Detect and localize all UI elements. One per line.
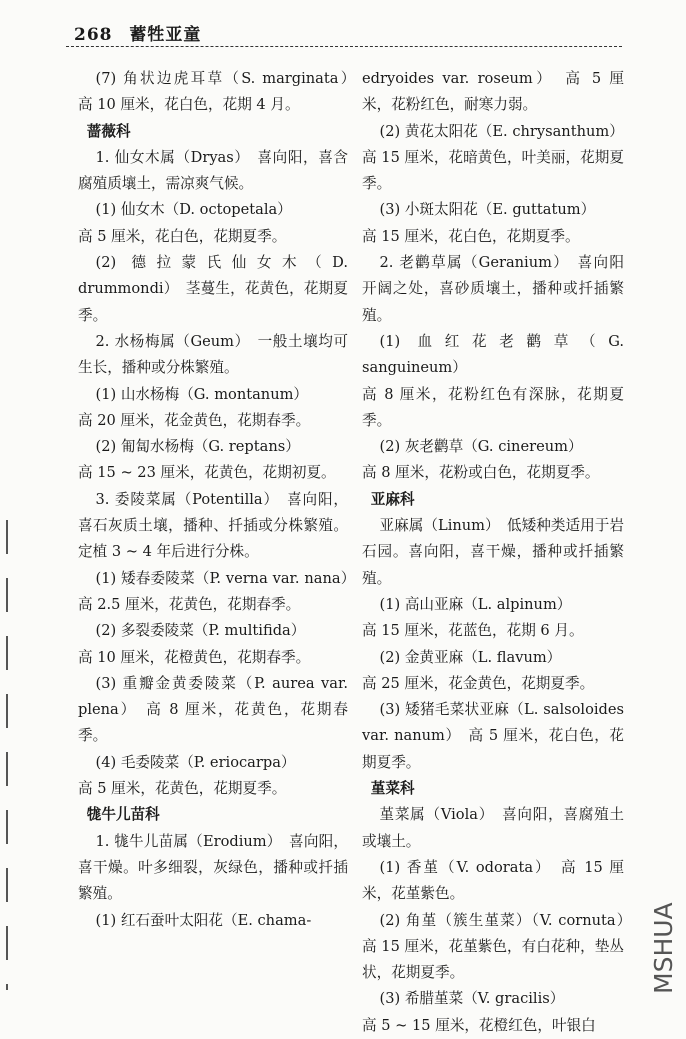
paragraph: (2) 德拉蒙氏仙女木（D. drummondi） 茎蔓生，花黄色，花期夏季。 [78, 254, 348, 324]
paragraph: (3) 矮猪毛菜状亚麻（L. salsoloides var. nanum） 高 5 厘米，花白色，花期夏季。 [362, 701, 624, 771]
paragraph: (2) 多裂委陵菜（P. multifida） [95, 622, 306, 640]
paragraph: 堇菜属（Viola） 喜向阳，喜腐殖土或壤土。 [362, 806, 624, 850]
watermark-text: MSHUA [649, 902, 678, 994]
paragraph: 高 15 ~ 23 厘米，花黄色，花期初夏。 [78, 464, 336, 482]
paragraph: 高 5 厘米，花黄色，花期夏季。 [78, 780, 287, 798]
paragraph: 2. 水杨梅属（Geum） 一般土壤均可生长，播种或分株繁殖。 [78, 332, 348, 377]
paragraph: (3) 希腊堇菜（V. gracilis） [379, 990, 565, 1008]
paragraph: (1) 高山亚麻（L. alpinum） [379, 595, 572, 613]
paragraph: (1) 红石蚕叶太阳花（E. chama- [95, 911, 312, 929]
section-heading: 蔷薇科 [86, 122, 131, 140]
paragraph: (1) 山水杨梅（G. montanum） [95, 385, 309, 403]
paragraph: 高 15 厘米，花暗黄色，叶美丽，花期夏季。 [362, 148, 624, 193]
section-heading: 亚麻科 [370, 490, 415, 508]
paragraph: 亚麻属（Linum） 低矮种类适用于岩石园。喜向阳，喜干燥，播种或扦插繁殖。 [362, 517, 624, 587]
paragraph: (1) 矮春委陵菜（P. verna var. nana） 高 2.5 厘米，花黄色，花期春季。 [78, 569, 363, 613]
paragraph: (7) 角状边虎耳草（S. marginata） 高 10 厘米，花白色，花期 4 月。 [78, 70, 363, 114]
paragraph: 高 15 厘米，花白色，花期夏季。 [362, 227, 580, 245]
section-heading: 堇菜科 [370, 780, 415, 798]
paragraph: (1) 仙女木（D. octopetala） [95, 201, 292, 219]
paragraph: 高 20 厘米，花金黄色，花期春季。 [78, 411, 311, 429]
left-column [78, 66, 363, 934]
paragraph: (2) 匍匐水杨梅（G. reptans） [95, 438, 300, 456]
paragraph: 高 5 ~ 15 厘米，花橙红色，叶银白 [362, 1016, 596, 1034]
page-number: 268 [74, 25, 113, 45]
paragraph: 2. 老鹳草属（Geranium） 喜向阳开阔之处，喜砂质壤土，播种或扦插繁殖。 [362, 254, 624, 324]
paragraph: (2) 灰老鹳草（G. cinereum） [379, 438, 583, 456]
paragraph: 1. 仙女木属（Dryas） 喜向阳，喜含腐殖质壤土，需凉爽气候。 [78, 148, 348, 193]
right-column [362, 66, 639, 1039]
section-heading: 牻牛儿苗科 [86, 806, 160, 824]
binding-margin-marks [6, 520, 8, 990]
running-title: 蓄牲亚童 [129, 25, 202, 45]
paragraph: (2) 黄花太阳花（E. chrysanthum） [379, 122, 624, 140]
paragraph: 高 5 厘米，花白色，花期夏季。 [78, 227, 287, 245]
paragraph: 3. 委陵菜属（Potentilla） 喜向阳，喜石灰质土壤，播种、扦插或分株繁殖。定植 3 ~ 4 年后进行分株。 [78, 490, 348, 561]
paragraph: (2) 金黄亚麻（L. flavum） [379, 648, 562, 666]
watermark-logo [648, 876, 678, 996]
paragraph: (3) 重瓣金黄委陵菜（P. aurea var. plena） 高 8 厘米，花黄色，花期春季。 [78, 674, 348, 745]
paragraph: (1) 香堇（V. odorata） 高 15 厘米，花堇紫色。 [362, 858, 624, 903]
paragraph: 高 15 厘米，花蓝色，花期 6 月。 [362, 622, 584, 640]
paragraph: 高 10 厘米，花橙黄色，花期春季。 [78, 648, 311, 666]
paragraph: (2) 角堇（簇生堇菜）（V. cornuta） 高 15 厘米，花堇紫色，有白花种，垫丛状，花期夏季。 [362, 911, 639, 982]
paragraph: 高 8 厘米，花粉或白色，花期夏季。 [362, 464, 600, 482]
paragraph: 高 25 厘米，花金黄色，花期夏季。 [362, 674, 595, 692]
paragraph: (3) 小斑太阳花（E. guttatum） [379, 201, 596, 219]
paragraph: edryoides var. roseum） 高 5 厘米，花粉红色，耐寒力弱。 [362, 70, 624, 114]
header-rule [66, 46, 622, 47]
paragraph: (4) 毛委陵菜（P. eriocarpa） [95, 753, 296, 771]
paragraph: 高 8 厘米，花粉红色有深脉，花期夏季。 [362, 385, 624, 429]
paragraph: (1) 血红花老鹳草（G. sanguineum） [362, 332, 624, 377]
page-header [74, 20, 201, 45]
paragraph: 1. 牻牛儿苗属（Erodium） 喜向阳，喜干燥。叶多细裂，灰绿色，播种或扦插繁殖。 [78, 832, 348, 903]
